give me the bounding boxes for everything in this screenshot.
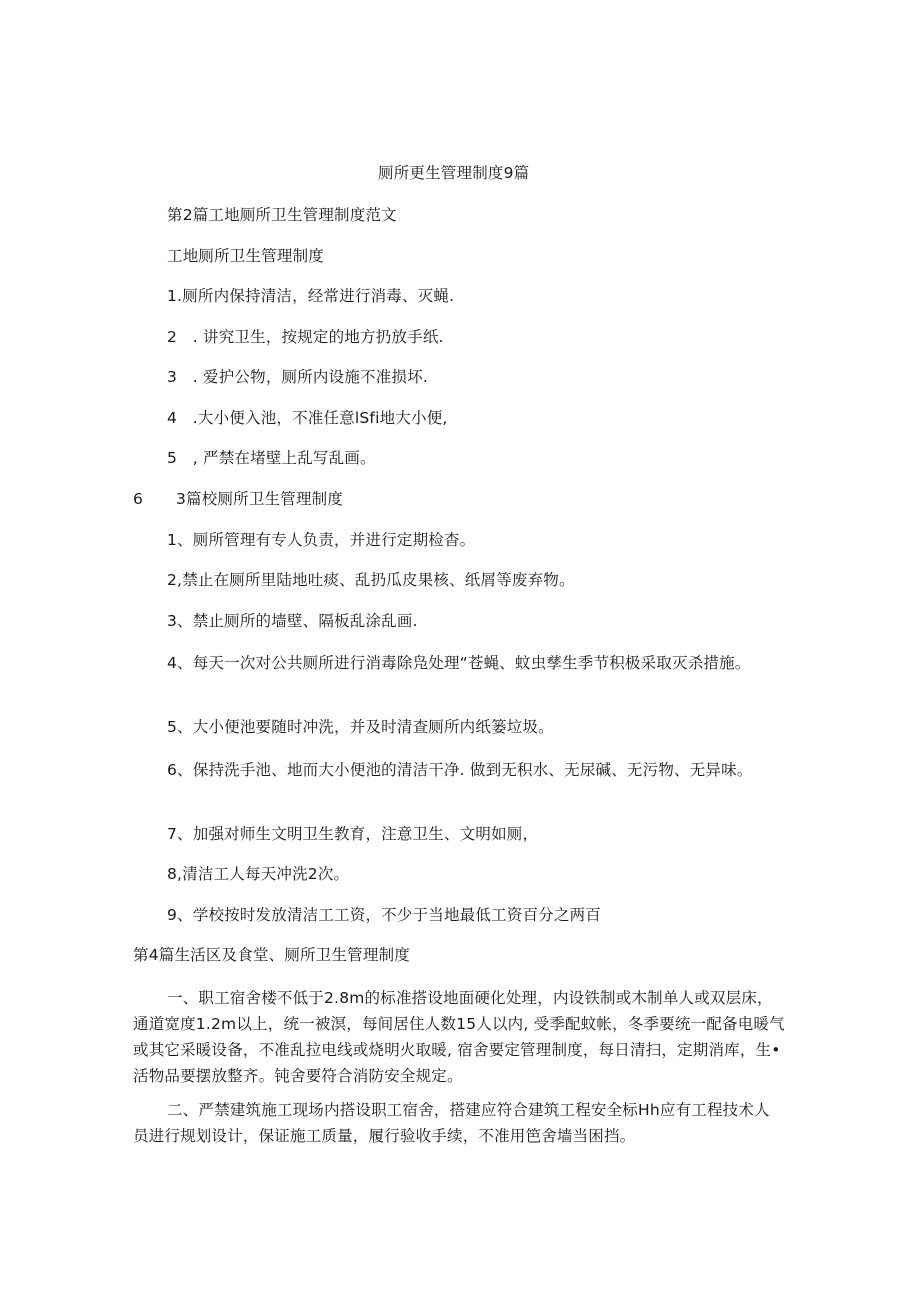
- section3-prefix: 6: [133, 490, 143, 508]
- section3-item: 9、学校按时发放清洁工工资，不少于当地最低工资百分之两百: [167, 906, 601, 924]
- section3-item: 3、禁止厕所的墙壁、隔板乱涂乱画.: [167, 612, 418, 630]
- section3-item: 7、加强对师生文明卫生教育，注意卫生、文明如厕，: [167, 825, 539, 843]
- section2-item: 2 . 讲究卫生，按规定的地方扔放手纸.: [167, 328, 444, 346]
- section2-subheading: 工地厕所卫生管理制度: [167, 247, 325, 265]
- section3-item: 8,清洁工人每天冲洗2次。: [167, 865, 350, 883]
- section2-item: 1.厕所内保持清洁，经常进行消毒、灭蝇.: [167, 287, 455, 305]
- section2-item: 3 . 爱护公物，厕所内设施不准损坏.: [167, 368, 428, 386]
- section2-item: 5 , 严禁在堵壁上乱写乱画。: [167, 449, 376, 467]
- section4-paragraph: 二、严禁建筑施工现场内搭设职工宿舍，搭建应符合建筑工程安全标Hh应有工程技术人员进行规划设计，保证施工质量，履行验收手续，不准用笆舍墙当困挡。: [133, 1101, 770, 1145]
- section3-item: 6、保持洗手池、地而大小便池的清洁干净. 做到无积水、无尿碱、无污物、无异味。: [167, 761, 753, 779]
- section4-paragraph: 一、职工宿舍楼不低于2.8m的标准搭设地面硬化处理，内设铁制或木制单人或双层床，通道宽度1.2m以上，统一被溟，每间居住人数15人以内, 受季配蚊帐，冬季要统一配备电暖气或其它采暖设备，不准乱拉电线或烧明火取暖, 宿舍要定管理制度，每日清扫，定期消库，生•活物品要摆放整齐。钝舍要符合消防安全规定。: [133, 989, 785, 1085]
- section3-item: 1、厕所管理有专人负责，并进行定期检杳。: [167, 531, 476, 549]
- section2-item: 4 .大小便入池，不准任意lSfi地大小便,: [167, 409, 448, 427]
- section4-heading: 第4篇生活区及食堂、厕所卫生管理制度: [133, 946, 410, 964]
- section3-heading: 3篇校厕所卫生管理制度: [176, 490, 344, 508]
- document-title: 厕所更生管理制度9篇: [378, 164, 530, 182]
- section3-item: 5、大小便池要随时冲洗，并及时清查厕所内纸篓垃圾。: [167, 718, 554, 736]
- section3-item: 4、每天一次对公共厕所进行消毒除凫处理“苍蝇、蚊虫孳生季节积极采取灭杀措施。: [167, 654, 751, 672]
- section3-item: 2,禁止在厕所里陆地吐痰、乱扔瓜皮果核、纸屑等废弃物。: [167, 571, 575, 589]
- section2-heading: 第2篇工地厕所卫生管理制度范文: [167, 206, 397, 224]
